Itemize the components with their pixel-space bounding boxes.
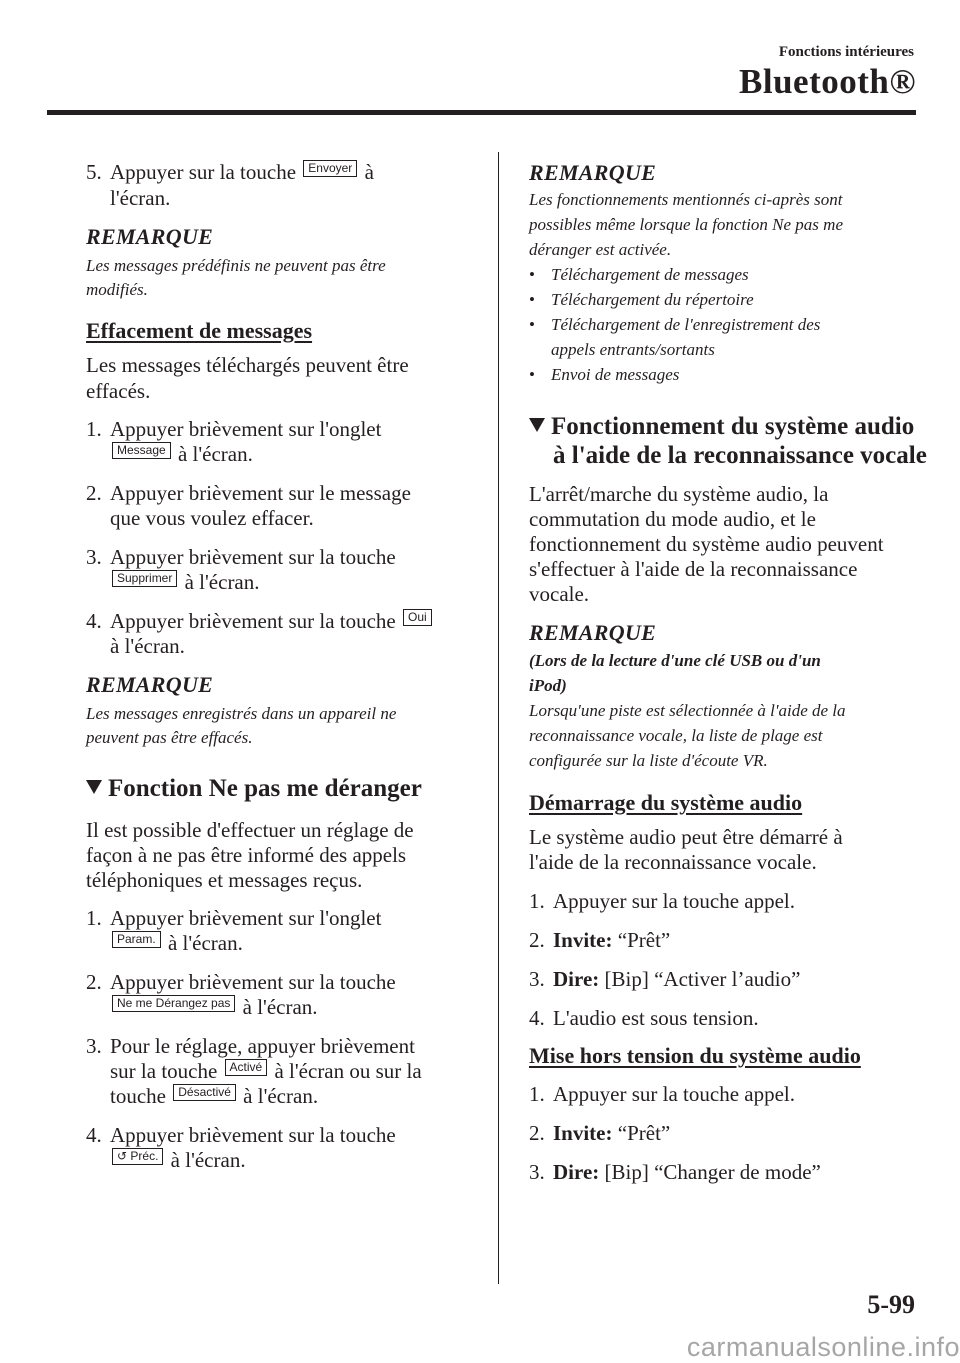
step-3-cont: touche Désactivé à l'écran.	[110, 1084, 319, 1108]
step-3: 3. Pour le réglage, appuyer brièvement	[86, 1034, 415, 1058]
ne-me-derangez-pas-button: Ne me Dérangez pas	[112, 995, 235, 1012]
remark-text: reconnaissance vocale, la liste de plage est	[529, 726, 823, 745]
subsection-heading: Mise hors tension du système audio	[529, 1043, 861, 1068]
step-2-cont: Ne me Dérangez pas à l'écran.	[110, 995, 318, 1020]
step-3-cont: sur la touche Activé à l'écran ou sur la	[110, 1059, 422, 1083]
step-2-cont: que vous voulez effacer.	[110, 506, 314, 530]
step-5-cont: l'écran.	[110, 186, 171, 210]
chapter-title: Bluetooth®	[739, 62, 916, 101]
step-1: 1. Appuyer sur la touche appel.	[529, 1082, 796, 1106]
paragraph-line: téléphoniques et messages reçus.	[86, 868, 363, 892]
triangle-bullet-icon	[86, 780, 102, 794]
remark-heading: REMARQUE	[529, 620, 657, 645]
remark-text: configurée sur la liste d'écoute VR.	[529, 751, 768, 770]
remark-text: Les messages prédéfinis ne peuvent pas être	[86, 256, 386, 275]
column-divider	[498, 152, 499, 1284]
paragraph-line: Le système audio peut être démarré à	[529, 825, 843, 849]
bullet-item: • Téléchargement de l'enregistrement des	[529, 312, 820, 337]
param-tab-button: Param.	[112, 931, 161, 948]
step-3: 3. Dire: [Bip] “Changer de mode”	[529, 1160, 821, 1184]
paragraph-line: effacés.	[86, 379, 151, 403]
triangle-bullet-icon	[529, 418, 545, 432]
step-3: 3. Dire: [Bip] “Activer l’audio”	[529, 967, 801, 991]
section-heading: Fonction Ne pas me déranger	[86, 774, 422, 803]
remark-condition: (Lors de la lecture d'une clé USB ou d'un	[529, 651, 821, 670]
remark-condition: iPod)	[529, 676, 567, 695]
page-number: 5-99	[867, 1290, 915, 1319]
step-1: 1. Appuyer brièvement sur l'onglet	[86, 906, 382, 930]
paragraph-line: Il est possible d'effectuer un réglage de	[86, 818, 414, 842]
paragraph-line: s'effectuer à l'aide de la reconnaissance	[529, 557, 858, 581]
paragraph-line: fonctionnement du système audio peuvent	[529, 532, 884, 556]
paragraph-line: vocale.	[529, 582, 590, 606]
remark-text: Lorsqu'une piste est sélectionnée à l'aide de la	[529, 701, 846, 720]
section-heading: Fonctionnement du système audio	[529, 412, 914, 441]
section-label: Fonctions intérieures	[778, 44, 914, 60]
bullet-item: • Téléchargement du répertoire	[529, 287, 754, 312]
bullet-item-cont: appels entrants/sortants	[551, 340, 715, 359]
step-4-cont: à l'écran.	[110, 634, 185, 658]
bullet-item: • Téléchargement de messages	[529, 262, 749, 287]
remark-heading: REMARQUE	[529, 160, 657, 185]
paragraph-line: Les messages téléchargés peuvent être	[86, 353, 409, 377]
bullet-dot-icon: •	[529, 365, 535, 384]
subsection-heading: Effacement de messages	[86, 318, 313, 343]
step-1: 1. Appuyer sur la touche appel.	[529, 889, 796, 913]
step-2: 2. Invite: “Prêt”	[529, 1121, 671, 1145]
message-tab-button: Message	[112, 442, 171, 459]
paragraph-line: façon à ne pas être informé des appels	[86, 843, 407, 867]
remark-heading: REMARQUE	[86, 224, 214, 249]
remark-heading: REMARQUE	[86, 672, 214, 697]
step-2: 2. Appuyer brièvement sur la touche	[86, 970, 396, 994]
supprimer-button: Supprimer	[112, 570, 177, 587]
bullet-item: • Envoi de messages	[529, 362, 679, 387]
remark-text: Les fonctionnements mentionnés ci-après sont	[529, 190, 843, 209]
remark-text: modifiés.	[86, 280, 148, 299]
envoyer-button: Envoyer	[303, 160, 357, 177]
desactive-button: Désactivé	[173, 1084, 236, 1101]
step-3: 3. Appuyer brièvement sur la touche	[86, 545, 396, 569]
remark-text: Les messages enregistrés dans un appareil ne	[86, 704, 397, 723]
active-button: Activé	[225, 1059, 268, 1076]
subsection-heading: Démarrage du système audio	[529, 790, 803, 815]
step-2: 2. Invite: “Prêt”	[529, 928, 671, 952]
remark-text: déranger est activée.	[529, 240, 672, 259]
paragraph-line: commutation du mode audio, et le	[529, 507, 816, 531]
step-4-cont: ↺ Préc. à l'écran.	[110, 1148, 246, 1173]
watermark-footer: carmanualsonline.info	[686, 1332, 960, 1362]
step-5: 5. Appuyer sur la touche Envoyer à	[86, 160, 374, 184]
remark-text: peuvent pas être effacés.	[86, 728, 253, 747]
paragraph-line: l'aide de la reconnaissance vocale.	[529, 850, 817, 874]
step-2: 2. Appuyer brièvement sur le message	[86, 481, 411, 505]
remark-text: possibles même lorsque la fonction Ne pas me	[529, 215, 843, 234]
step-4: 4. Appuyer brièvement sur la touche	[86, 1123, 396, 1147]
bullet-dot-icon: •	[529, 315, 535, 334]
back-arrow-icon: ↺	[117, 1149, 128, 1163]
step-1-cont: Message à l'écran.	[110, 442, 253, 467]
header-rule	[47, 110, 916, 115]
section-heading-cont: à l'aide de la reconnaissance vocale	[553, 442, 927, 469]
step-4: 4. L'audio est sous tension.	[529, 1006, 759, 1030]
oui-button: Oui	[403, 609, 432, 626]
bullet-dot-icon: •	[529, 290, 535, 309]
step-1: 1. Appuyer brièvement sur l'onglet	[86, 417, 382, 441]
bullet-dot-icon: •	[529, 265, 535, 284]
step-4: 4. Appuyer brièvement sur la touche Oui	[86, 609, 434, 634]
step-1-cont: Param. à l'écran.	[110, 931, 243, 956]
step-3-cont: Supprimer à l'écran.	[110, 570, 260, 595]
paragraph-line: L'arrêt/marche du système audio, la	[529, 482, 829, 506]
prec-button: ↺ Préc.	[112, 1148, 163, 1165]
